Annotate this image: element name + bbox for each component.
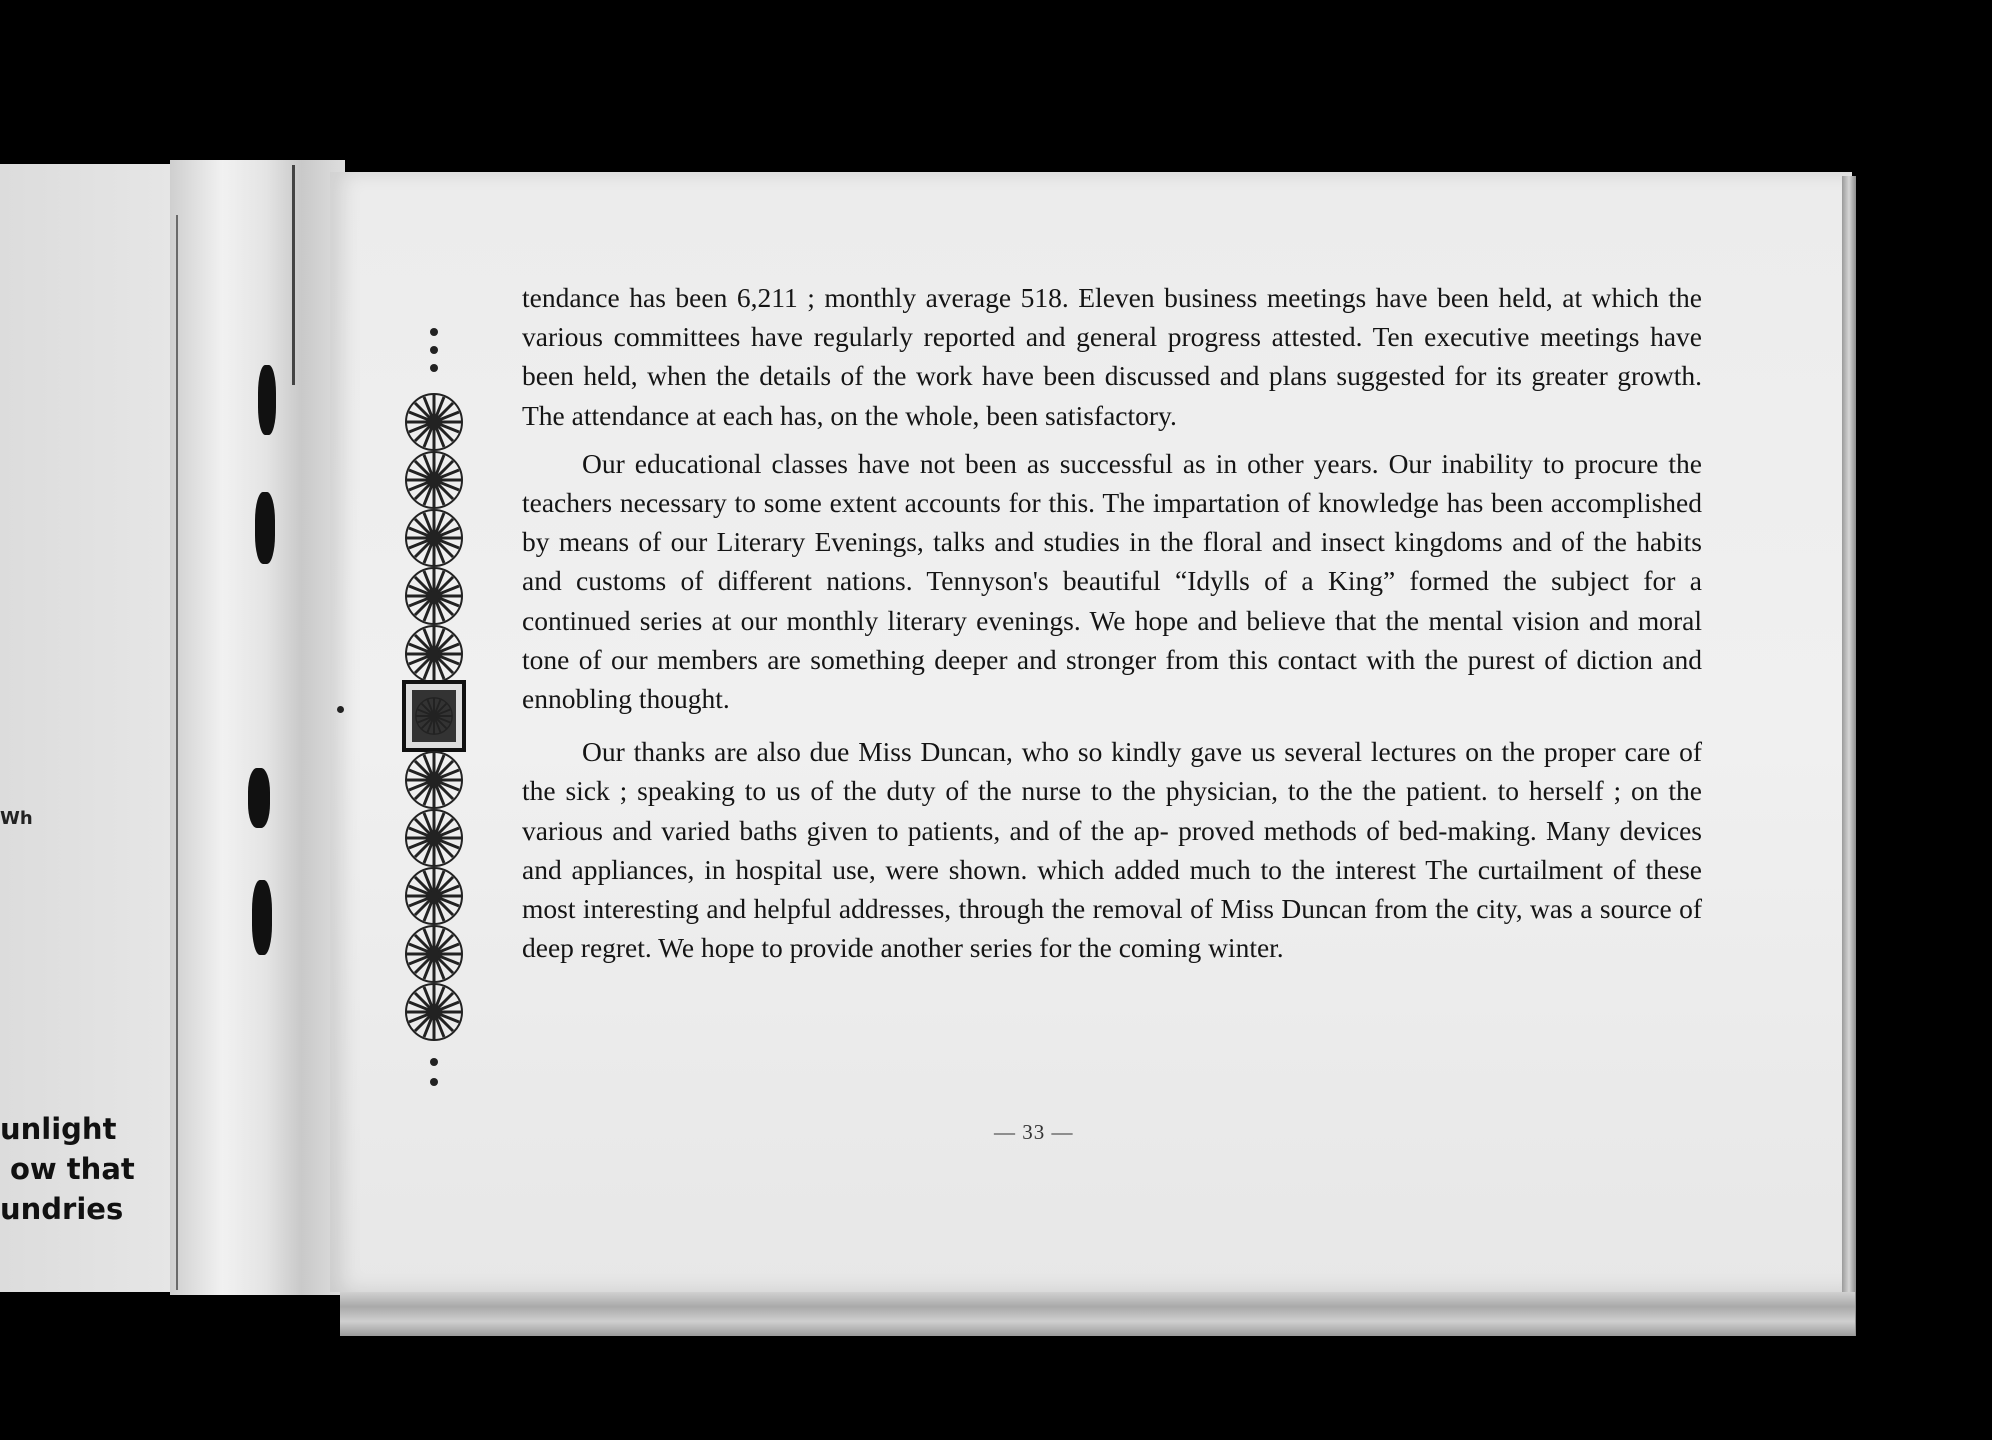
left-page-mark: Wh xyxy=(0,808,33,829)
binding-thread xyxy=(252,880,272,955)
binding-thread xyxy=(255,492,275,564)
page-edges xyxy=(1842,176,1856,1336)
paragraph-2: Our educational classes have not been as successful as in other years. Our inability to procure the teachers necessary to some extent accounts for this. The impartation of knowledge has been accomplished by means of our Literary Evenings, talks and studies in the floral and insect kingdoms and of the habits and customs of different nations. Tennyson's beautiful “Idylls of a King” formed the subject for a continued series at our monthly literary evenings. We hope and believe that the mental vision and moral tone of our members are something deeper and stronger from this contact with the purest of diction and ennobling thought. xyxy=(522,447,1702,715)
binding-thread xyxy=(248,768,270,828)
spine-line xyxy=(176,215,178,1290)
left-fragment-3: undries xyxy=(0,1192,124,1226)
spine-fold xyxy=(292,165,295,385)
book-gutter xyxy=(170,160,345,1295)
page-number: — 33 — xyxy=(994,1120,1074,1144)
ornament-svg xyxy=(396,322,472,1102)
body-text xyxy=(522,278,1702,967)
paragraph-1: tendance has been 6,211 ; monthly average 518. Eleven business meetings have been held, at which the various committees have regularly reported and general progress attested. Ten executive meetings have been held, when the details of the work have been discussed and plans suggested for its greater growth. The attendance at each has, on the whole, been satisfactory. xyxy=(522,282,1702,431)
left-page-text xyxy=(0,1109,135,1229)
left-fragment-1: unlight xyxy=(0,1112,117,1146)
paragraph-3: Our thanks are also due Miss Duncan, who so kindly gave us several lectures on the proper care of the sick ; speaking to us of the duty of the nurse to the physician, to the the patient. to herself ; on the various and varied baths given to patients, and of the ap- proved methods of bed-making. Many devices and appliances, in hospital use, were shown. which added much to the interest The curtailment of these most interesting and helpful addresses, through the removal of Miss Duncan from the city, was a source of deep regret. We hope to provide another series for the coming winter. xyxy=(522,736,1702,964)
binding-thread xyxy=(258,365,276,435)
left-fragment-2: ow that xyxy=(10,1152,135,1186)
floral-ornament-column xyxy=(396,322,472,1107)
margin-dot xyxy=(337,706,344,713)
page-stack-bottom xyxy=(340,1292,1855,1336)
